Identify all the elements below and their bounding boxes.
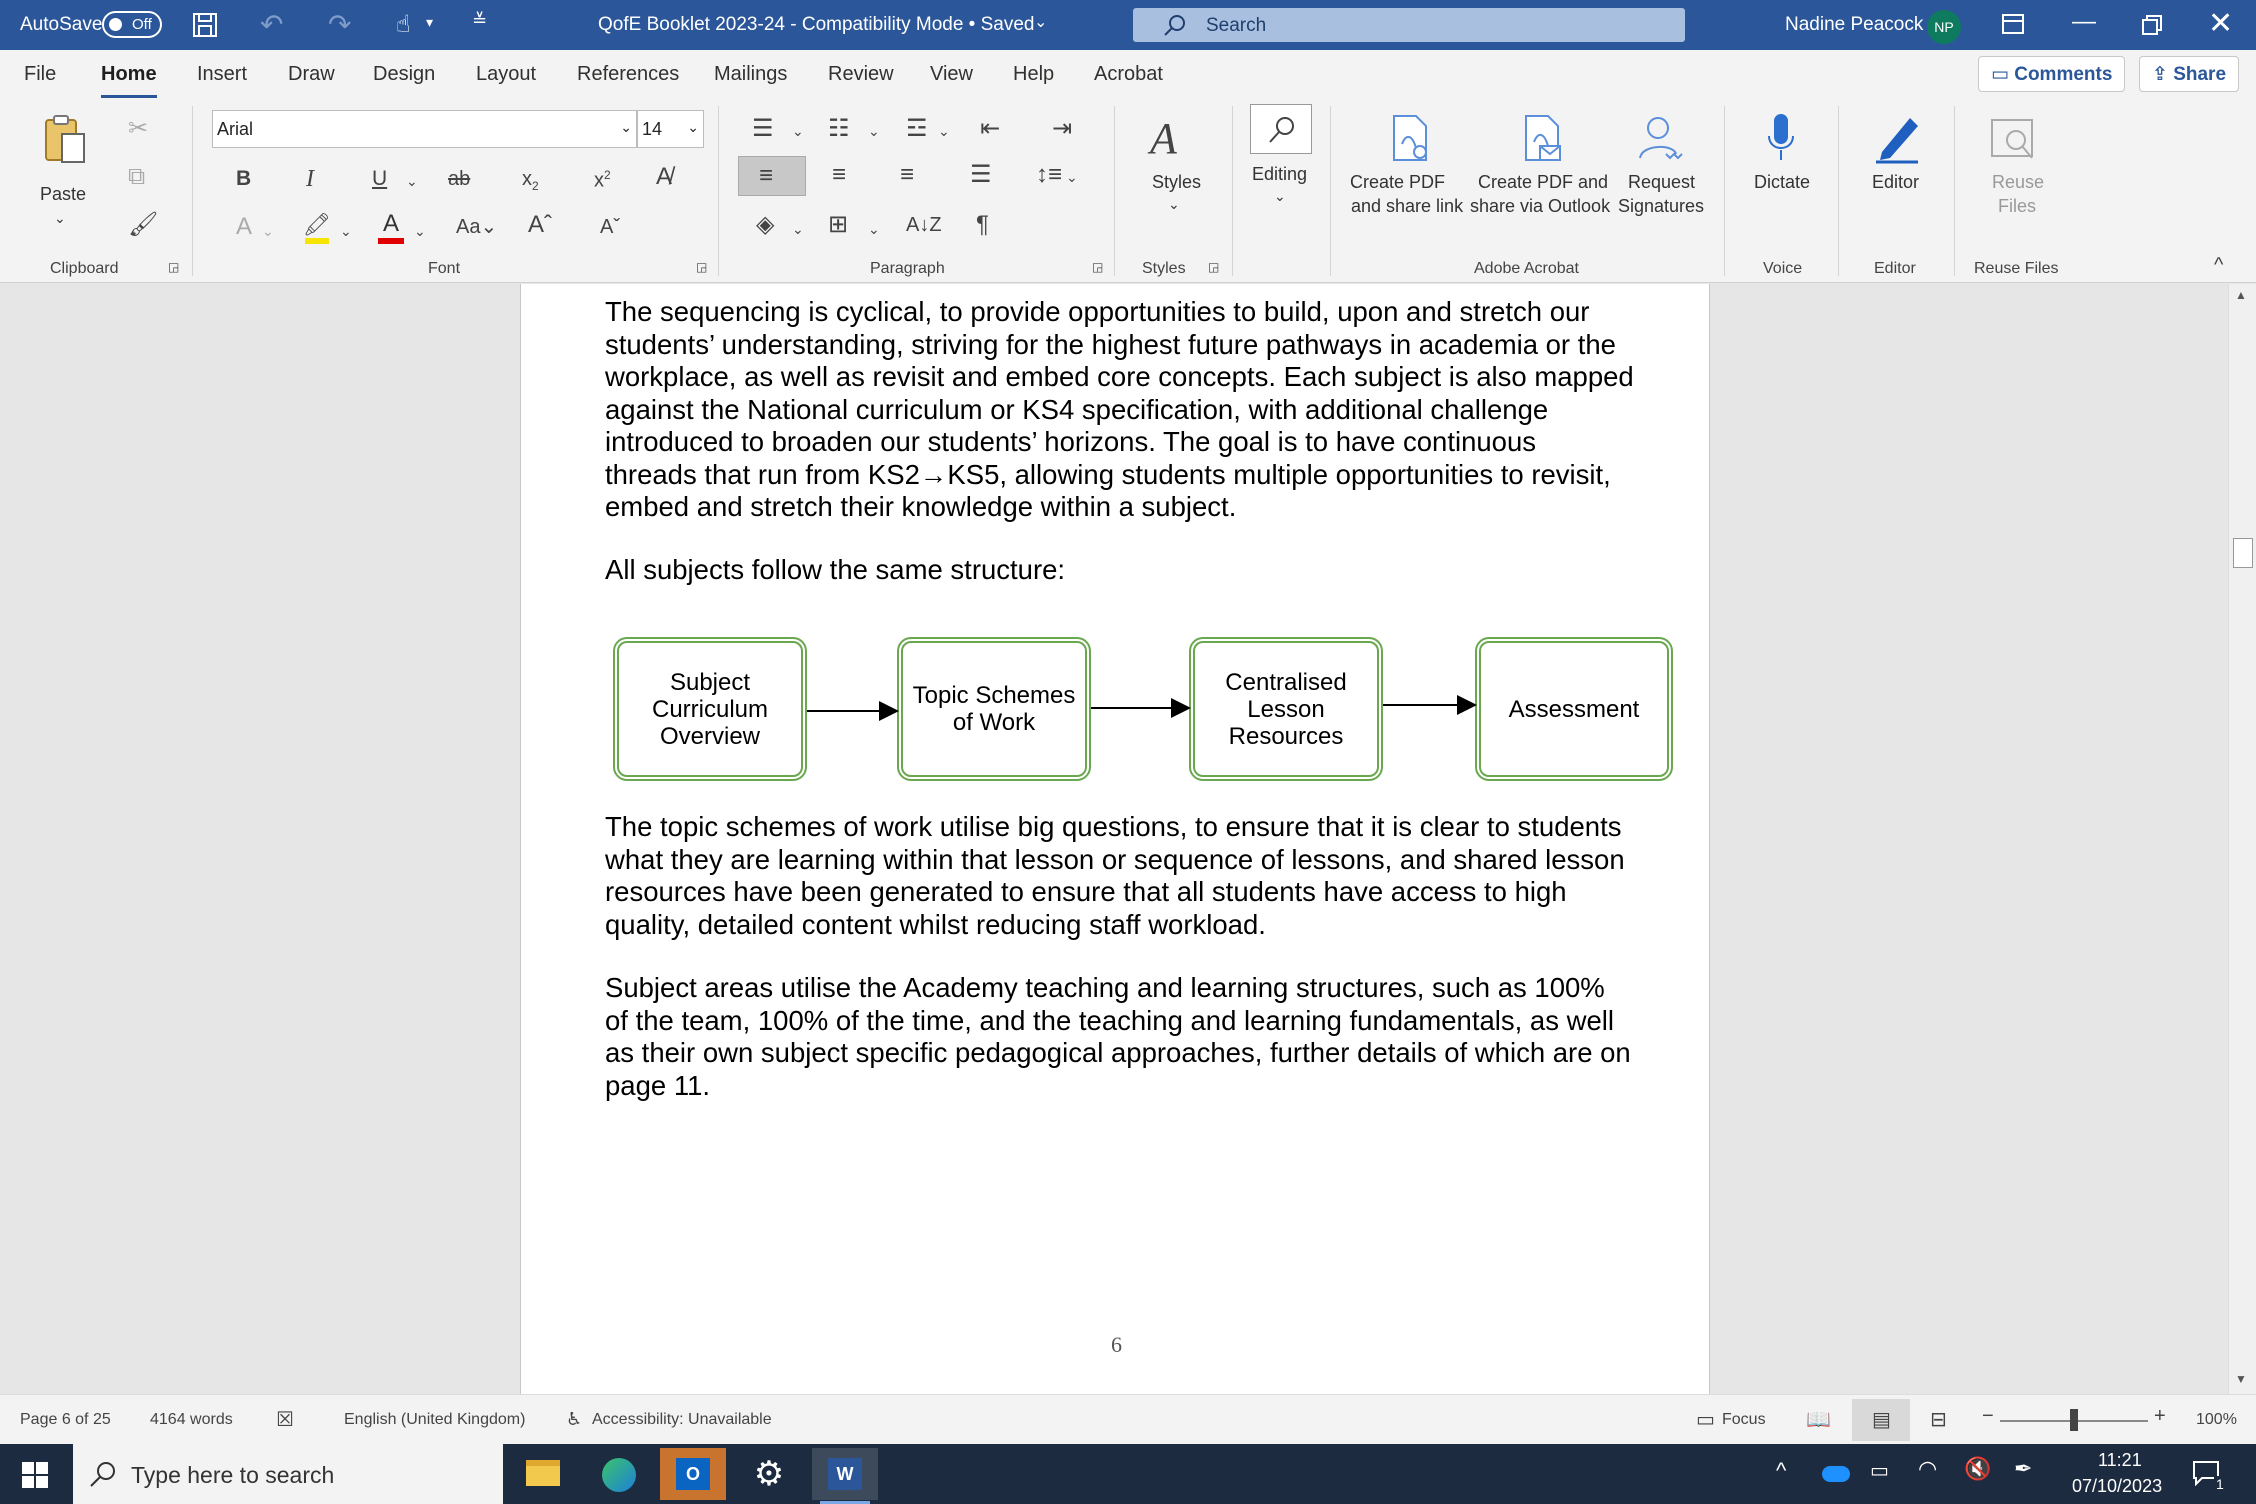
accessibility-status[interactable]: Accessibility: Unavailable: [592, 1411, 772, 1428]
bullets-icon[interactable]: ☰: [752, 115, 774, 142]
font-color-dropdown-icon[interactable]: ⌄: [414, 223, 426, 239]
tab-mailings[interactable]: Mailings: [714, 63, 788, 85]
undo-icon[interactable]: ↶: [260, 9, 284, 40]
search-placeholder: Search: [1206, 15, 1267, 36]
avatar[interactable]: NP: [1927, 10, 1961, 44]
tab-insert[interactable]: Insert: [197, 63, 248, 85]
editor-group-label: Editor: [1874, 260, 1916, 277]
chevron-up-icon[interactable]: ^: [1776, 1458, 1787, 1483]
flow-step-label: Assessment: [1508, 695, 1640, 723]
volume-muted-icon[interactable]: 🔇: [1964, 1456, 1992, 1481]
divider: [192, 106, 193, 276]
collapse-ribbon-icon[interactable]: ^: [2214, 254, 2224, 276]
voice-group-label: Voice: [1763, 260, 1803, 277]
line-spacing-icon[interactable]: ↕≡: [1036, 161, 1063, 188]
reuse-files-label-1[interactable]: Reuse: [1992, 172, 2045, 192]
tab-file[interactable]: File: [24, 63, 57, 85]
divider: [1954, 106, 1955, 276]
tab-references[interactable]: References: [577, 63, 680, 85]
request-signatures-label-1[interactable]: Request: [1628, 172, 1696, 192]
dictate-label[interactable]: Dictate: [1754, 172, 1811, 192]
font-launcher-icon[interactable]: ◲: [696, 260, 708, 274]
borders-dropdown-icon[interactable]: ⌄: [868, 221, 880, 237]
share-button[interactable]: [2139, 56, 2239, 92]
numbering-icon[interactable]: ☷: [828, 115, 850, 142]
shading-dropdown-icon[interactable]: ⌄: [792, 221, 804, 237]
save-icon[interactable]: [192, 12, 218, 38]
pdf-outlook-icon[interactable]: [1522, 114, 1562, 162]
font-size-input[interactable]: [637, 110, 704, 148]
multilevel-list-icon[interactable]: ☲: [906, 115, 928, 142]
styles-launcher-icon[interactable]: ◲: [1208, 260, 1220, 274]
align-left-icon: ≡: [759, 162, 774, 189]
clock-date[interactable]: 07/10/2023: [2072, 1476, 2163, 1496]
align-left-button[interactable]: [738, 156, 806, 196]
underline-icon[interactable]: U: [372, 167, 388, 190]
share-label: Share: [2173, 64, 2227, 85]
word-icon[interactable]: W: [812, 1448, 878, 1500]
comments-label: Comments: [2014, 64, 2113, 85]
language[interactable]: English (United Kingdom): [344, 1411, 526, 1428]
minimize-icon[interactable]: —: [2072, 8, 2096, 35]
superscript-icon[interactable]: $x^2$: [594, 168, 611, 192]
align-right-icon[interactable]: ≡: [900, 161, 915, 188]
onedrive-icon[interactable]: [1822, 1466, 1850, 1482]
search-icon: [89, 1460, 117, 1488]
proofing-icon[interactable]: ☒: [276, 1409, 294, 1431]
styles-group-label: Styles: [1142, 260, 1186, 277]
tab-home[interactable]: Home: [101, 63, 157, 85]
bullets-dropdown-icon[interactable]: ⌄: [792, 123, 804, 139]
align-center-icon[interactable]: ≡: [832, 161, 847, 188]
clear-formatting-icon[interactable]: A̸: [656, 163, 673, 190]
sort-icon[interactable]: A↓Z: [906, 214, 942, 236]
tab-layout[interactable]: Layout: [476, 63, 537, 85]
grow-font-icon[interactable]: Aˆ: [528, 211, 552, 238]
create-pdf-label-1[interactable]: Create PDF: [1350, 172, 1446, 192]
word-count[interactable]: 4164 words: [150, 1411, 233, 1428]
paste-dropdown-icon[interactable]: ⌄: [54, 210, 66, 226]
pdf-outlook-label-2[interactable]: share via Outlook: [1470, 196, 1611, 216]
zoom-level[interactable]: 100%: [2196, 1411, 2237, 1428]
page-number: 6: [1111, 1332, 1122, 1357]
comments-icon: ▭: [1991, 64, 2015, 85]
ribbon: [0, 100, 2256, 283]
request-signatures-label-2[interactable]: Signatures: [1618, 196, 1705, 216]
page-count[interactable]: Page 6 of 25: [20, 1411, 111, 1428]
font-name-value: Arial: [217, 119, 254, 139]
borders-icon[interactable]: ⊞: [828, 211, 849, 238]
paragraph-sequencing[interactable]: The sequencing is cyclical, to provide opportunities to build, upon and stretch our students’ understanding, striving for the highest future pathways in academia or the workplace, as well as revisit and embed core concepts. Each subject is also mapped against the National curriculum or KS4 specification, with additional challenge introduced to broaden our students’ horizons. The goal is to have continuous threads that run from KS2→KS5, allowing students multiple opportunities to revisit, embed and stretch their knowledge within a subject.: [605, 296, 1634, 522]
document-area: [0, 284, 2240, 1394]
close-icon[interactable]: ✕: [2208, 7, 2234, 40]
microphone-icon[interactable]: [1766, 112, 1796, 164]
wifi-icon[interactable]: ◠: [1918, 1456, 1938, 1481]
paragraph-structure-intro[interactable]: All subjects follow the same structure:: [605, 554, 1066, 585]
request-signatures-icon[interactable]: [1636, 114, 1686, 162]
comments-button[interactable]: [1978, 56, 2125, 92]
tab-acrobat[interactable]: Acrobat: [1094, 63, 1163, 85]
user-name[interactable]: Nadine Peacock: [1785, 14, 1924, 35]
web-layout-icon[interactable]: ⊟: [1930, 1409, 1947, 1431]
zoom-slider-thumb[interactable]: [2070, 1409, 2078, 1431]
paragraph-teaching-structures[interactable]: Subject areas utilise the Academy teaching and learning structures, such as 100% of the team, 100% of the time, and the teaching and learning fundamentals, as well as their own subject specific pedagogical approaches, further details of which are on page 11.: [605, 972, 1631, 1101]
document-page[interactable]: [520, 284, 1710, 1394]
highlight-icon[interactable]: 🖍: [303, 212, 333, 244]
scrollbar-thumb[interactable]: [2233, 538, 2253, 568]
read-mode-icon[interactable]: 📖: [1806, 1409, 1831, 1431]
scroll-down-icon[interactable]: ▼: [2235, 1372, 2247, 1386]
restore-icon[interactable]: [2142, 15, 2162, 35]
editor-label[interactable]: Editor: [1872, 172, 1920, 192]
acrobat-group-label: Adobe Acrobat: [1474, 260, 1579, 277]
touch-mode-icon[interactable]: ☝: [396, 11, 411, 38]
status-bar: [0, 1394, 2256, 1444]
paragraph-launcher-icon[interactable]: ◲: [1092, 260, 1104, 274]
focus-label[interactable]: Focus: [1722, 1411, 1766, 1428]
chevron-down-icon[interactable]: ⌄: [687, 119, 699, 135]
text-effects-dropdown-icon[interactable]: ⌄: [262, 223, 274, 239]
redo-icon[interactable]: ↷: [328, 9, 352, 40]
clipboard-launcher-icon[interactable]: ◲: [168, 260, 180, 274]
outlook-icon[interactable]: O: [660, 1448, 726, 1500]
text-effects-icon[interactable]: A: [236, 213, 253, 240]
vertical-scrollbar[interactable]: [2228, 284, 2256, 1394]
tab-design[interactable]: Design: [373, 63, 436, 85]
font-color-icon[interactable]: A: [376, 210, 406, 244]
multilevel-dropdown-icon[interactable]: ⌄: [938, 123, 950, 139]
clock-time[interactable]: 11:21: [2098, 1450, 2142, 1470]
pen-icon[interactable]: ✒: [2014, 1456, 2033, 1481]
zoom-out-icon[interactable]: −: [1982, 1405, 1994, 1427]
tab-review[interactable]: Review: [828, 63, 894, 85]
tab-view[interactable]: View: [930, 63, 973, 85]
change-case-icon[interactable]: Aa⌄: [456, 216, 498, 238]
subscript-icon[interactable]: $x_2$: [522, 168, 539, 193]
numbering-dropdown-icon[interactable]: ⌄: [868, 123, 880, 139]
divider: [1330, 106, 1331, 276]
paragraph-schemes[interactable]: The topic schemes of work utilise big questions, to ensure that it is clear to students what they are learning within that lesson or sequence of lessons, and shared lesson resources have been generated to ensure that all students have access to high quality, detailed content whilst reducing staff workload.: [605, 811, 1625, 940]
zoom-in-icon[interactable]: +: [2154, 1405, 2166, 1427]
pdf-outlook-label-1[interactable]: Create PDF and: [1478, 172, 1609, 192]
print-layout-icon: ▤: [1872, 1409, 1891, 1431]
strikethrough-icon[interactable]: ab: [448, 168, 471, 190]
cut-icon[interactable]: ✂: [128, 115, 149, 142]
create-pdf-icon[interactable]: [1390, 114, 1430, 162]
edge-icon[interactable]: [586, 1448, 652, 1500]
increase-indent-icon[interactable]: ⇥: [1052, 115, 1073, 142]
divider: [1232, 106, 1233, 276]
flow-step-label: Topic Schemes of Work: [912, 682, 1076, 736]
divider: [1838, 106, 1839, 276]
styles-dropdown-icon[interactable]: ⌄: [1168, 196, 1180, 212]
flow-step-label: Subject Curriculum Overview: [651, 668, 768, 750]
title-dropdown-icon[interactable]: ⌄: [1034, 14, 1048, 31]
taskbar-search[interactable]: [73, 1444, 503, 1504]
divider: [1114, 106, 1115, 276]
copy-icon[interactable]: ⧉: [128, 163, 146, 190]
divider: [1724, 106, 1725, 276]
flow-step-label: Centralised Lesson Resources: [1225, 668, 1347, 750]
create-pdf-label-2[interactable]: and share link: [1351, 196, 1464, 216]
format-painter-icon[interactable]: 🖌: [128, 211, 159, 238]
taskbar: [0, 1444, 2256, 1504]
autosave-label: AutoSave: [20, 14, 103, 35]
settings-icon[interactable]: ⚙: [753, 1455, 785, 1493]
tab-help[interactable]: Help: [1013, 63, 1055, 85]
justify-icon[interactable]: ☰: [970, 161, 992, 188]
underline-dropdown-icon[interactable]: ⌄: [406, 173, 418, 189]
file-explorer-icon[interactable]: [510, 1448, 576, 1500]
editing-dropdown-icon[interactable]: ⌄: [1274, 188, 1286, 204]
search-box[interactable]: [1133, 8, 1685, 42]
editor-icon[interactable]: [1872, 112, 1922, 164]
shrink-font-icon[interactable]: Aˇ: [600, 216, 620, 238]
highlight-dropdown-icon[interactable]: ⌄: [340, 223, 352, 239]
title-bar: [0, 0, 2256, 50]
show-marks-icon[interactable]: ¶: [976, 211, 989, 238]
shading-icon[interactable]: ◈: [756, 211, 775, 238]
reuse-files-icon[interactable]: [1990, 118, 2036, 162]
find-icon: [1267, 115, 1297, 145]
clipboard-group-label: Clipboard: [50, 260, 119, 277]
tab-draw[interactable]: Draw: [288, 63, 335, 85]
divider: [718, 106, 719, 276]
focus-icon[interactable]: ▭: [1696, 1409, 1715, 1431]
autosave-toggle[interactable]: [102, 11, 162, 38]
flow-arrows: [521, 284, 1711, 844]
change-case-label: Aa: [456, 216, 481, 238]
touch-dropdown-icon[interactable]: ▾: [426, 14, 434, 30]
notification-count: 1: [2216, 1476, 2224, 1492]
reuse-files-group-label: Reuse Files: [1974, 260, 2059, 277]
windows-start-icon[interactable]: [22, 1462, 48, 1488]
font-size-value: 14: [642, 119, 663, 139]
editing-label[interactable]: Editing: [1252, 164, 1308, 184]
autosave-state: Off: [132, 16, 152, 33]
styles-label[interactable]: Styles: [1152, 172, 1202, 192]
paste-label[interactable]: Paste: [40, 184, 87, 204]
customize-qat-icon[interactable]: ≚: [472, 10, 488, 30]
reuse-files-label-2[interactable]: Files: [1998, 196, 2037, 216]
paragraph-group-label: Paragraph: [870, 260, 945, 277]
print-layout-button[interactable]: [1852, 1399, 1910, 1441]
taskbar-search-placeholder: Type here to search: [131, 1462, 335, 1488]
chevron-down-icon[interactable]: ⌄: [620, 119, 632, 135]
bold-icon[interactable]: B: [236, 167, 252, 190]
ribbon-display-icon[interactable]: [2002, 14, 2024, 34]
font-name-input[interactable]: [212, 110, 637, 148]
document-title[interactable]: QofE Booklet 2023-24 - Compatibility Mode • Saved: [598, 14, 1035, 35]
styles-icon[interactable]: A: [1150, 114, 1177, 163]
editing-button[interactable]: [1250, 104, 1312, 154]
share-icon: ⇪: [2152, 64, 2174, 85]
paste-icon[interactable]: [42, 114, 88, 164]
search-icon: [1163, 14, 1187, 38]
decrease-indent-icon[interactable]: ⇤: [980, 115, 1001, 142]
font-group-label: Font: [428, 260, 461, 277]
line-spacing-dropdown-icon[interactable]: ⌄: [1066, 169, 1078, 185]
italic-icon[interactable]: I: [306, 166, 314, 192]
accessibility-icon[interactable]: ♿: [566, 1409, 583, 1429]
menu-tabs: [0, 50, 2256, 100]
scroll-up-icon[interactable]: ▲: [2235, 288, 2247, 302]
battery-icon[interactable]: ▭: [1870, 1460, 1889, 1482]
